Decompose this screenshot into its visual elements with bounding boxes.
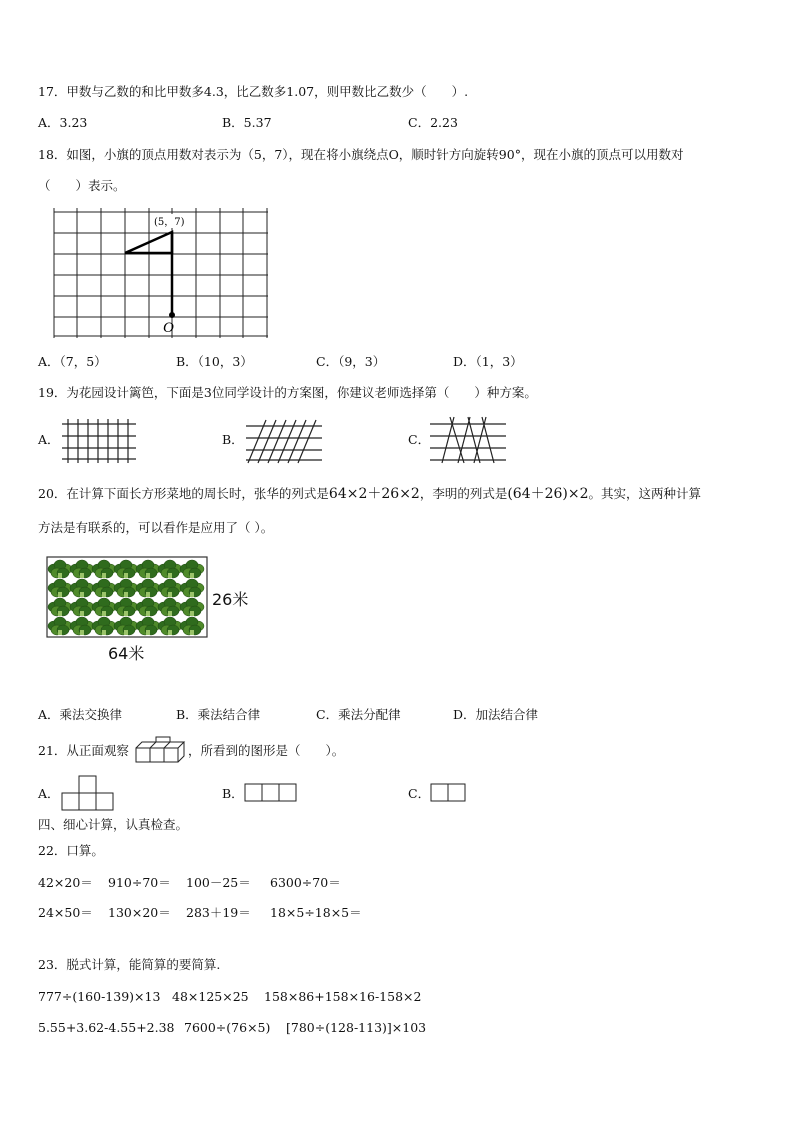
q22-stem: 22．口算。: [38, 843, 104, 858]
cube-stack-figure: [134, 736, 188, 766]
q22-item-4: 6300÷70＝: [270, 875, 341, 890]
q20-stem-line2: 方法是有联系的，可以看作是应用了（ ）。: [38, 520, 274, 535]
q20-option-d: D．加法结合律: [453, 707, 539, 722]
q22-item-7: 283＋19＝: [186, 905, 251, 920]
fence-cross-figure: [428, 416, 508, 464]
q20-stem-part3: 。其实，这两种计算: [588, 486, 702, 501]
q21-option-c: C．: [408, 786, 431, 801]
q21-stem-part2: ，所看到的图形是（ ）。: [188, 743, 345, 758]
origin-label: O: [163, 320, 174, 336]
q23-item-4: 5.55+3.62-4.55+2.38: [38, 1020, 175, 1035]
q21-option-c-figure: [430, 783, 468, 803]
point-label: (5，7): [154, 217, 185, 228]
q23-item-1: 777÷(160-139)×13: [38, 989, 161, 1004]
q23-item-2: 48×125×25: [172, 989, 249, 1004]
field-length-label: 64米: [108, 644, 145, 663]
fence-slanted-figure: [244, 418, 324, 464]
q23-item-6: [780÷(128-113)]×103: [286, 1020, 427, 1035]
q20-stem-line1: [38, 484, 701, 504]
q18-stem-line2: （ ）表示。: [38, 178, 126, 193]
vegetable-field-figure: [46, 556, 208, 638]
q20-stem-part2: ，李明的列式是: [419, 486, 508, 501]
q22-item-6: 130×20＝: [108, 905, 171, 920]
q21-option-b: B．: [222, 786, 244, 801]
q21-option-a-figure: [61, 774, 115, 812]
q18-stem-line1: 18．如图，小旗的顶点用数对表示为（5，7），现在将小旗绕点O，顺时针方向旋转90°，现在小旗的顶点可以用数对: [38, 147, 684, 162]
q19-option-b: B．: [222, 432, 244, 447]
q23-stem: 23．脱式计算，能简算的要简算.: [38, 957, 221, 972]
q17-option-c: C．2.23: [408, 115, 458, 130]
q18-grid-figure: [50, 208, 272, 340]
origin-point: [169, 312, 175, 318]
field-width-label: 26米: [212, 590, 249, 609]
q21-option-b-figure: [244, 783, 300, 803]
q18-option-d: D．（1，3）: [453, 354, 523, 369]
q20-expression-zhanghua: 64×2＋26×2: [328, 486, 420, 502]
q19-option-c: C．: [408, 432, 431, 447]
q22-item-5: 24×50＝: [38, 905, 93, 920]
q17-stem: 17．甲数与乙数的和比甲数多4.3，比乙数多1.07，则甲数比乙数少（ ）.: [38, 84, 469, 99]
q22-item-8: 18×5÷18×5＝: [270, 905, 362, 920]
q20-option-b: B．乘法结合律: [176, 707, 261, 722]
q22-item-2: 910÷70＝: [108, 875, 171, 890]
q19-stem: 19．为花园设计篱笆，下面是3位同学设计的方案图，你建议老师选择第（ ）种方案。: [38, 385, 537, 400]
q17-option-b: B．5.37: [222, 115, 272, 130]
q20-stem-part1: 20．在计算下面长方形菜地的周长时，张华的列式是: [38, 486, 329, 501]
q18-option-c: C．（9，3）: [316, 354, 386, 369]
q18-option-a: A．（7，5）: [38, 354, 107, 369]
q19-option-a: A．: [38, 432, 60, 447]
q21-option-a: A．: [38, 786, 60, 801]
q22-item-3: 100－25＝: [186, 875, 251, 890]
q17-option-a: A．3.23: [38, 115, 88, 130]
q23-item-5: 7600÷(76×5): [184, 1020, 271, 1035]
q23-item-3: 158×86+158×16-158×2: [264, 989, 422, 1004]
q20-expression-liming: (64＋26)×2: [507, 486, 589, 502]
q21-stem-part1: 21．从正面观察: [38, 743, 129, 758]
q20-option-c: C．乘法分配律: [316, 707, 401, 722]
q18-option-b: B．（10，3）: [176, 354, 253, 369]
q22-item-1: 42×20＝: [38, 875, 93, 890]
fence-grid-figure: [60, 418, 138, 464]
q20-option-a: A．乘法交换律: [38, 707, 123, 722]
section4-title: 四、细心计算，认真检查。: [38, 817, 189, 832]
